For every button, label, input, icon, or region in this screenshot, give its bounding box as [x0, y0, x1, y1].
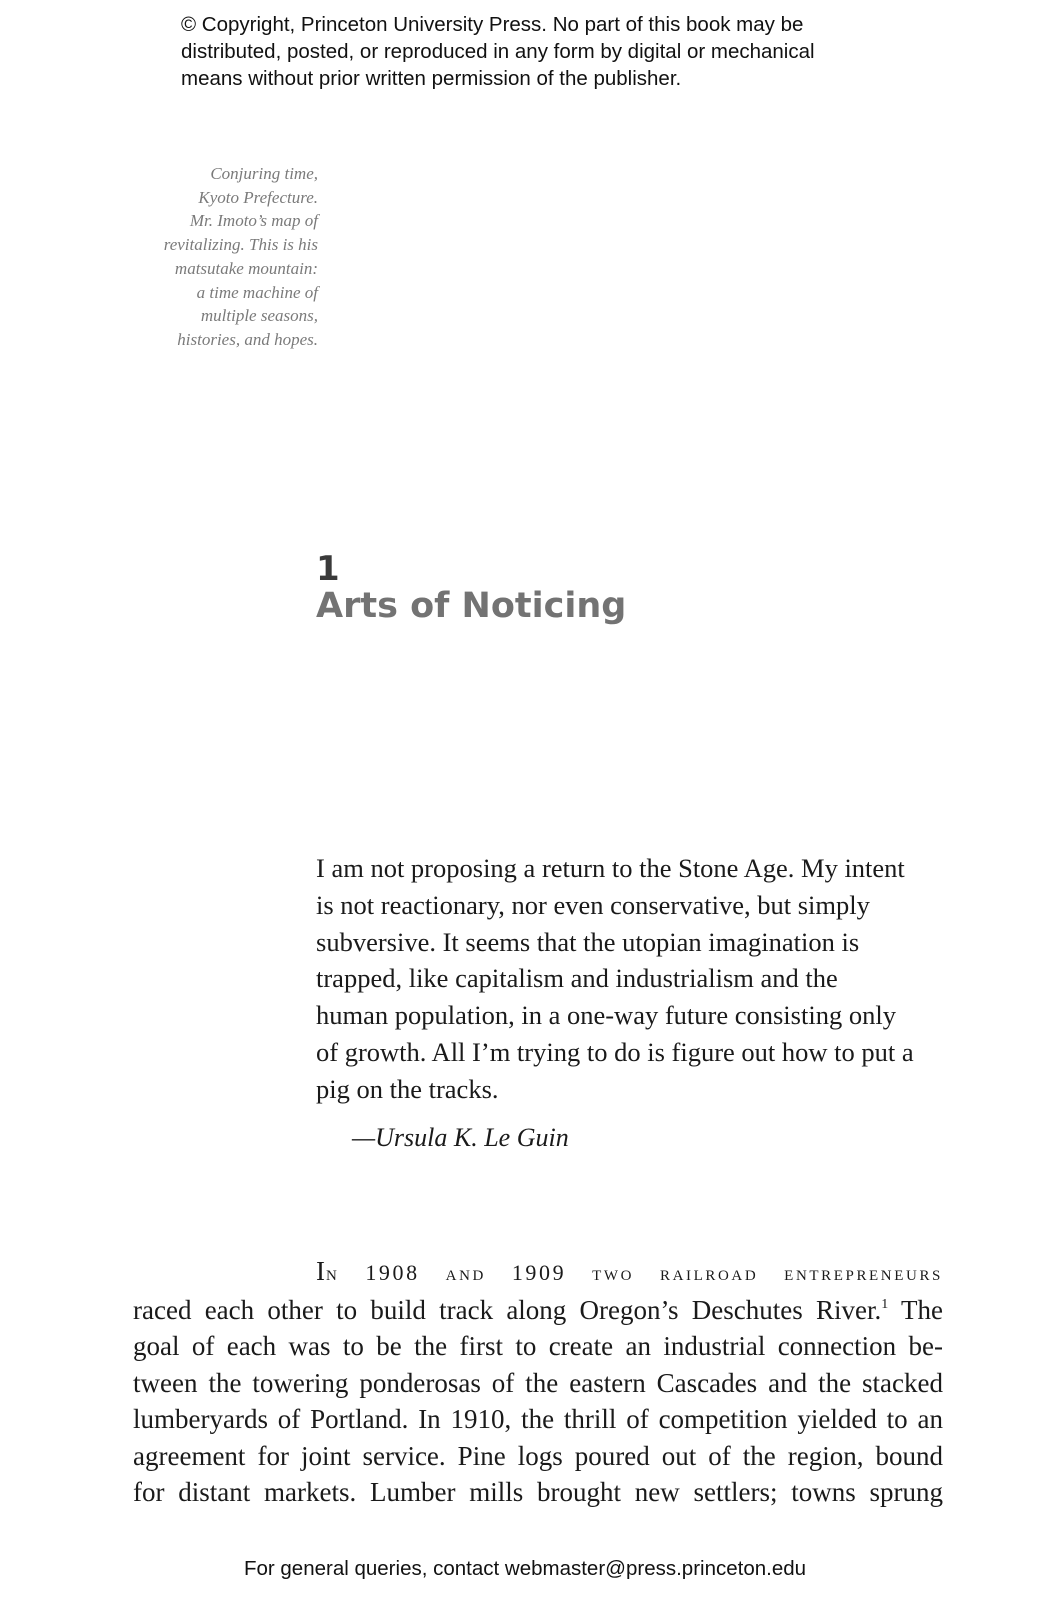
epigraph-line: of growth. All I’m trying to do is figure out how to put a — [316, 1036, 914, 1067]
body-line: goal of each was to be the first to create an industrial connection be- — [133, 1331, 943, 1361]
caption-line: histories, and hopes. — [177, 329, 318, 349]
footer-contact: For general queries, contact webmaster@press.princeton.edu — [243, 1557, 807, 1580]
footnote-marker[interactable]: 1 — [881, 1296, 889, 1312]
caption-line: a time machine of — [196, 282, 318, 302]
epigraph-line: pig on the tracks. — [316, 1073, 499, 1104]
body-paragraph — [133, 1253, 943, 1511]
caption-line: matsutake mountain: — [174, 258, 318, 278]
chapter-number: 1 — [316, 549, 340, 589]
body-line: for distant markets. Lumber mills brought new settlers; towns sprung — [133, 1477, 943, 1507]
body-first-line — [133, 1253, 943, 1292]
figure-caption — [120, 162, 318, 352]
body-line — [133, 1292, 943, 1329]
epigraph-line: human population, in a one-way future consisting only — [316, 1000, 896, 1031]
copyright-notice — [181, 11, 901, 92]
copyright-line: distributed, posted, or reproduced in any form by digital or mechanical — [181, 40, 815, 63]
epigraph-attribution: —Ursula K. Le Guin — [352, 1123, 569, 1152]
caption-line: multiple seasons, — [200, 306, 318, 326]
epigraph-line: is not reactionary, nor even conservative, but simply — [316, 889, 870, 920]
body-line-text: raced each other to build track along Oregon’s Deschutes River. — [133, 1294, 882, 1325]
caption-line: Mr. Imoto’s map of — [189, 211, 318, 231]
epigraph-line: subversive. It seems that the utopian imagination is — [316, 926, 860, 957]
chapter-title: Arts of Noticing — [316, 586, 627, 626]
caption-line: revitalizing. This is his — [163, 235, 318, 255]
caption-line: Kyoto Prefecture. — [198, 187, 318, 207]
copyright-line: © Copyright, Princeton University Press. No part of this book may be — [181, 13, 804, 36]
epigraph — [316, 850, 936, 1108]
epigraph-line: I am not proposing a return to the Stone Age. My intent — [316, 853, 905, 883]
drop-initial: I — [316, 1256, 326, 1286]
epigraph-line: trapped, like capitalism and industrialism and the — [316, 963, 838, 994]
copyright-line: means without prior written permission of the publisher. — [181, 67, 682, 90]
body-line: agreement for joint service. Pine logs poured out of the region, bound — [133, 1440, 943, 1471]
body-line: tween the towering ponderosas of the eastern Cascades and the stacked — [133, 1367, 943, 1398]
body-line-tail: The — [888, 1294, 944, 1325]
caption-line: Conjuring time, — [210, 164, 318, 183]
small-caps-opening: n 1908 and 1909 two railroad entrepreneurs — [326, 1260, 943, 1285]
body-line: lumberyards of Portland. In 1910, the thrill of competition yielded to an — [133, 1404, 943, 1434]
